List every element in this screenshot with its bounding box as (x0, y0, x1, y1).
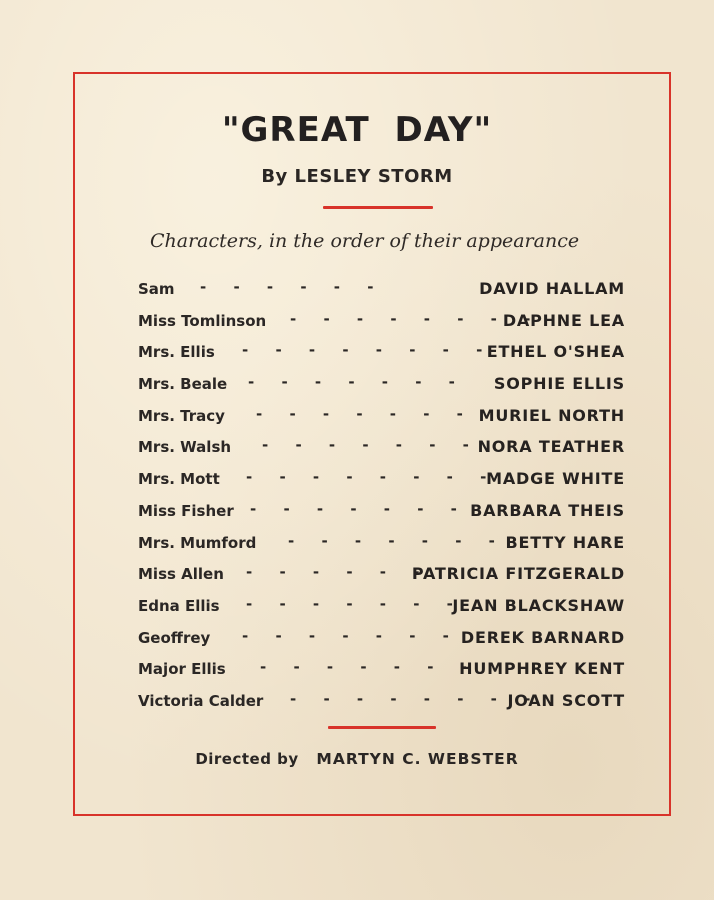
actor-name: JEAN BLACKSHAW (452, 595, 625, 615)
cast-row (138, 466, 625, 498)
top-divider (323, 206, 433, 209)
cast-row (138, 530, 625, 562)
character-name: Miss Tomlinson (138, 311, 267, 330)
actor-name: MURIEL NORTH (478, 405, 625, 425)
director-credit (0, 750, 714, 768)
character-name: Miss Allen (138, 565, 224, 584)
cast-row (138, 625, 625, 657)
character-name: Mrs. Mott (138, 470, 220, 489)
dash-leader: - - - - - - - - (242, 341, 483, 360)
actor-name: DAVID HALLAM (479, 279, 625, 298)
cast-row (138, 498, 625, 530)
dash-leader: - - - - - - - - (290, 309, 531, 328)
character-name: Sam (138, 280, 175, 298)
dash-leader: - - - - - - - (250, 499, 457, 518)
character-name: Geoffrey (138, 628, 211, 647)
character-name: Victoria Calder (138, 691, 264, 710)
dash-leader: - - - - - - - - (246, 468, 487, 487)
character-name: Major Ellis (138, 660, 226, 679)
actor-name: JOAN SCOTT (507, 690, 625, 710)
character-name: Mrs. Ellis (138, 343, 215, 362)
actor-name: MADGE WHITE (486, 469, 625, 489)
character-name: Miss Fisher (138, 501, 234, 520)
cast-row (138, 339, 625, 371)
cast-row (138, 308, 625, 340)
dash-leader: - - - - - - - (288, 531, 495, 550)
dash-leader: - - - - - - - (260, 658, 467, 677)
play-author: By LESLEY STORM (261, 166, 453, 187)
cast-subtitle: Characters, in the order of their appearance (150, 230, 580, 252)
actor-name: HUMPHREY KENT (459, 659, 625, 679)
director-name: MARTYN C. WEBSTER (316, 750, 519, 768)
dash-leader: - - - - - - (246, 563, 420, 582)
actor-name: ETHEL O'SHEA (486, 342, 625, 362)
character-name: Mrs. Walsh (138, 438, 232, 457)
actor-name: DEREK BARNARD (460, 627, 625, 647)
play-title: "GREAT DAY" (221, 110, 493, 150)
cast-row (138, 593, 625, 625)
dash-leader: - - - - - - - - (290, 689, 531, 708)
cast-row (138, 434, 625, 466)
actor-name: BARBARA THEIS (470, 500, 625, 520)
actor-name: NORA TEATHER (477, 437, 625, 457)
dash-leader: - - - - - - - (248, 373, 455, 392)
actor-name: DAPHNE LEA (502, 310, 625, 330)
character-name: Mrs. Mumford (138, 533, 257, 552)
cast-row (138, 371, 625, 403)
character-name: Edna Ellis (138, 596, 220, 615)
cast-row (138, 656, 625, 688)
cast-row (138, 276, 625, 308)
cast-row (138, 561, 625, 593)
actor-name: PATRICIA FITZGERALD (411, 564, 625, 584)
dash-leader: - - - - - - - (242, 626, 449, 645)
character-name: Mrs. Tracy (138, 406, 225, 425)
cast-row (138, 403, 625, 435)
cast-list (138, 276, 625, 720)
bottom-divider (328, 726, 436, 729)
dash-leader: - - - - - - - (256, 404, 463, 423)
director-label: Directed by (195, 750, 299, 768)
dash-leader: - - - - - - - (246, 594, 453, 613)
character-name: Mrs. Beale (138, 375, 228, 394)
cast-row (138, 688, 625, 720)
actor-name: BETTY HARE (505, 532, 625, 552)
actor-name: SOPHIE ELLIS (493, 374, 625, 394)
dash-leader: - - - - - - - (262, 436, 469, 455)
dash-leader: - - - - - - (200, 278, 374, 296)
